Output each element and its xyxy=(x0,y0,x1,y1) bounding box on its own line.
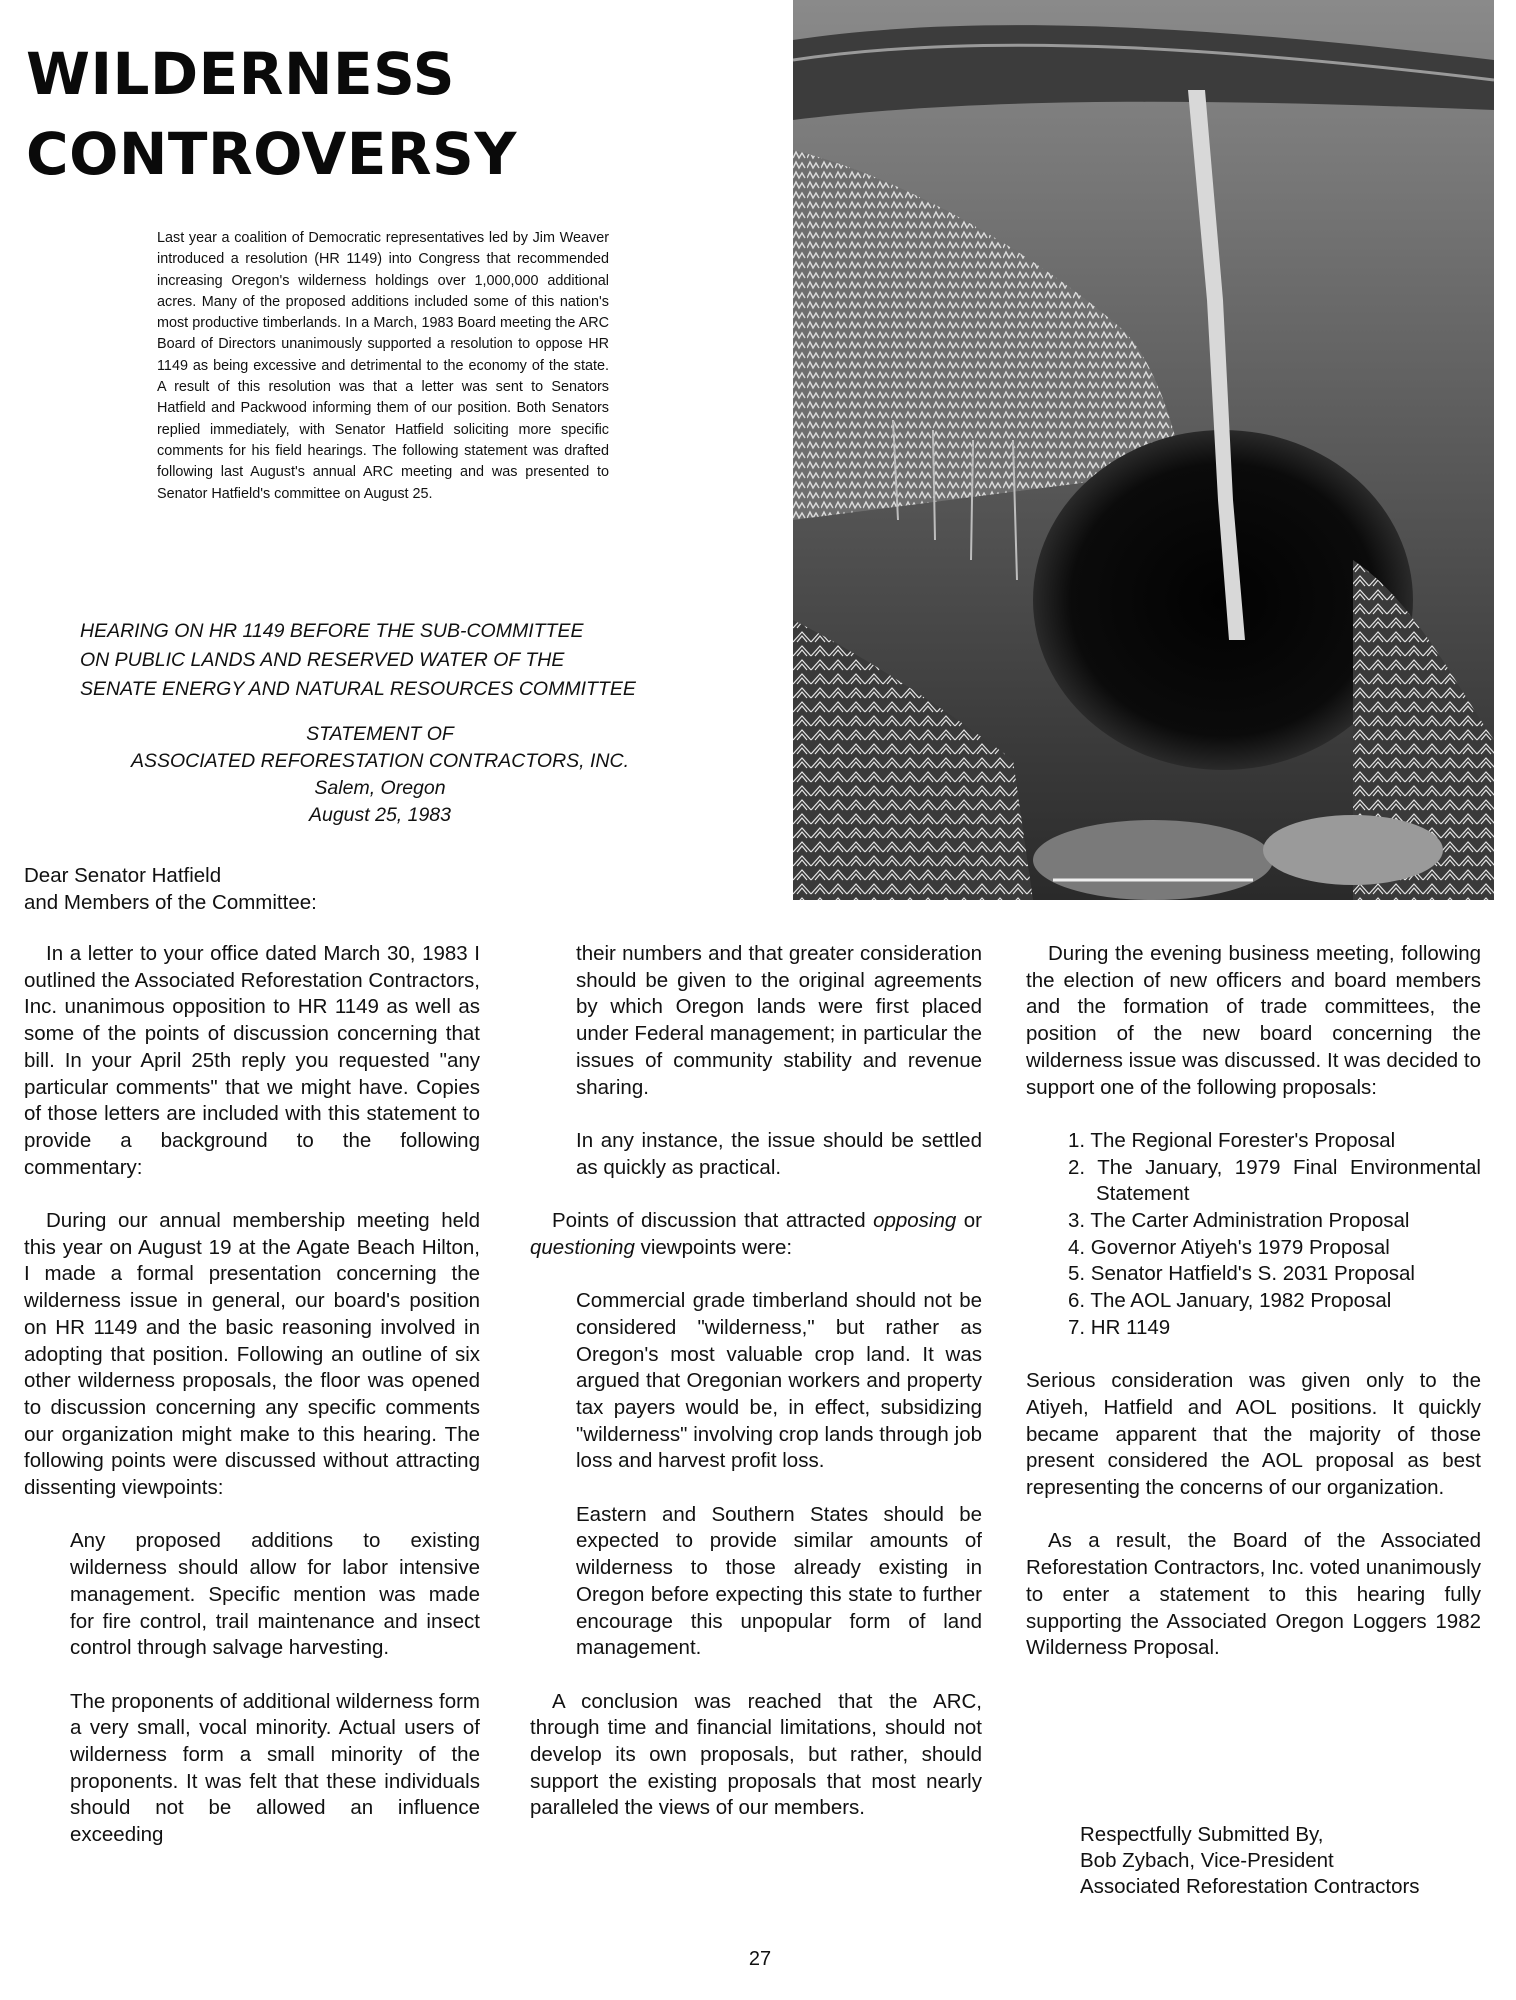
proposal-item: 7. HR 1149 xyxy=(1068,1315,1171,1339)
col3-paragraph-3: As a result, the Board of the Associated Reforestation Contractors, Inc. voted unanimously to enter a statement to this hearing fully supporting the Associated Oregon Loggers 1982 Wilderness Proposal. xyxy=(1026,1529,1481,1660)
col2-paragraph-conclusion: A conclusion was reached that the ARC, through time and financial limitations, should not develop its own proposals, but rather, should support the existing proposals that most nearly paralleled the views of our members. xyxy=(530,1689,982,1820)
statement-block xyxy=(100,721,660,829)
proposal-item: 6. The AOL January, 1982 Proposal xyxy=(1068,1289,1392,1313)
proposal-item: 2. The January, 1979 Final Environmental Statement xyxy=(1068,1155,1481,1206)
hearing-line-1: HEARING ON HR 1149 BEFORE THE SUB-COMMITTEE xyxy=(80,620,584,642)
title-line-2: CONTROVERSY xyxy=(26,120,517,188)
salutation-line-1: Dear Senator Hatfield xyxy=(24,864,222,887)
col2-point-states: Eastern and Southern States should be expected to provide similar amounts of wilderness to those already existing in Oregon before expecting this state to further encourage this unpopular form of land management. xyxy=(576,1502,982,1660)
forest-photo xyxy=(793,0,1494,900)
column-1 xyxy=(24,941,480,1876)
opposing-emphasis: opposing xyxy=(873,1209,957,1232)
proposal-item: 4. Governor Atiyeh's 1979 Proposal xyxy=(1068,1235,1390,1259)
signature-name: Bob Zybach, Vice-President xyxy=(1080,1849,1334,1872)
proposal-item: 3. The Carter Administration Proposal xyxy=(1068,1209,1410,1233)
signature-block xyxy=(1080,1822,1500,1900)
statement-date: August 25, 1983 xyxy=(308,804,452,826)
hearing-heading xyxy=(80,617,680,704)
proposal-item: 5. Senator Hatfield's S. 2031 Proposal xyxy=(1068,1262,1415,1286)
statement-line-1: STATEMENT OF xyxy=(306,723,454,745)
page-number: 27 xyxy=(748,1948,772,1970)
title-line-1: WILDERNESS xyxy=(26,40,456,108)
signature-organization: Associated Reforestation Contractors xyxy=(1080,1875,1420,1898)
col1-paragraph-1: In a letter to your office dated March 30, 1983 I outlined the Associated Reforestation Contractors, Inc. unanimous opposition to HR 1149 as well as some of the points of discussion concerning that bill. In your April 25th reply you requested "any particular comments" that we might have. Copies of those letters are included with this statement to provide a background to the following commentary: xyxy=(24,942,480,1179)
salutation xyxy=(24,862,524,916)
col1-point-labor: Any proposed additions to existing wilderness should allow for labor intensive management. Specific mention was made for fire control, trail maintenance and insect control through salvage harvesting. xyxy=(70,1529,480,1660)
column-2 xyxy=(530,941,982,1849)
statement-line-2: ASSOCIATED REFORESTATION CONTRACTORS, INC. xyxy=(130,750,629,772)
opposing-text-mid: or xyxy=(956,1209,982,1232)
salutation-line-2: and Members of the Committee: xyxy=(24,891,317,914)
col1-paragraph-2: During our annual membership meeting held this year on August 19 at the Agate Beach Hilton, I made a formal presentation concerning the wilderness issue in general, our board's position on HR 1149 and the basic reasoning involved in adopting that position. Following an outline of six other wilderness proposals, the floor was opened to discussion concerning any specific comments our organization might make to this hearing. The following points were discussed without attracting dissenting viewpoints: xyxy=(24,1209,480,1500)
col2-paragraph-instance: In any instance, the issue should be settled as quickly as practical. xyxy=(576,1128,982,1179)
hearing-line-2: ON PUBLIC LANDS AND RESERVED WATER OF THE xyxy=(80,649,565,671)
hearing-line-3: SENATE ENERGY AND NATURAL RESOURCES COMMITTEE xyxy=(80,678,636,700)
questioning-emphasis: questioning xyxy=(530,1235,635,1259)
proposals-list xyxy=(1026,1128,1481,1342)
article-title xyxy=(26,34,766,194)
opposing-text-end: viewpoints were: xyxy=(634,1235,793,1259)
col1-point-minority: The proponents of additional wilderness form a very small, vocal minority. Actual users of wilderness form a small minority of the proponents. It was felt that these individuals should not be allowed an influence exceeding xyxy=(70,1689,480,1847)
col3-paragraph-1: During the evening business meeting, following the election of new officers and board members and the formation of trade committees, the position of the new board concerning the wilderness issue was discussed. It was decided to support one of the following proposals: xyxy=(1026,942,1481,1099)
opposing-text-start: Points of discussion that attracted xyxy=(552,1209,874,1232)
intro-paragraph: Last year a coalition of Democratic representatives led by Jim Weaver introduced a resolution (HR 1149) into Congress that recommended increasing Oregon's wilderness holdings over 1,000,000 additional acres. Many of the proposed additions included some of this nation's most productive timberlands. In a March, 1983 Board meeting the ARC Board of Directors unanimously supported a resolution to oppose HR 1149 as being excessive and detrimental to the economy of the state. A result of this resolution was that a letter was sent to Senators Hatfield and Packwood informing them of our position. Both Senators replied immediately, with Senator Hatfield soliciting more specific comments for his field hearings. The following statement was drafted following last August's annual ARC meeting and was presented to Senator Hatfield's committee on August 25. xyxy=(157,230,609,502)
col2-point-timberland: Commercial grade timberland should not be considered "wilderness," but rather as Oregon's most valuable crop land. It was argued that Oregonian workers and property tax payers would be, in effect, subsidizing "wilderness" involving crop lands through job loss and harvest profit loss. xyxy=(576,1289,982,1473)
column-3 xyxy=(1026,941,1481,1689)
col2-paragraph-continued: their numbers and that greater consideration should be given to the original agreements by which Oregon lands were first placed under Federal management; in particular the issues of community stability and revenue sharing. xyxy=(576,942,982,1099)
statement-location: Salem, Oregon xyxy=(314,777,446,799)
proposal-item: 1. The Regional Forester's Proposal xyxy=(1068,1128,1396,1152)
col2-paragraph-opposing xyxy=(530,1208,982,1261)
col3-paragraph-2: Serious consideration was given only to the Atiyeh, Hatfield and AOL positions. It quickly became apparent that the majority of those present considered the AOL proposal as best representing the concerns of our organization. xyxy=(1026,1369,1481,1500)
signature-line-1: Respectfully Submitted By, xyxy=(1080,1823,1324,1846)
